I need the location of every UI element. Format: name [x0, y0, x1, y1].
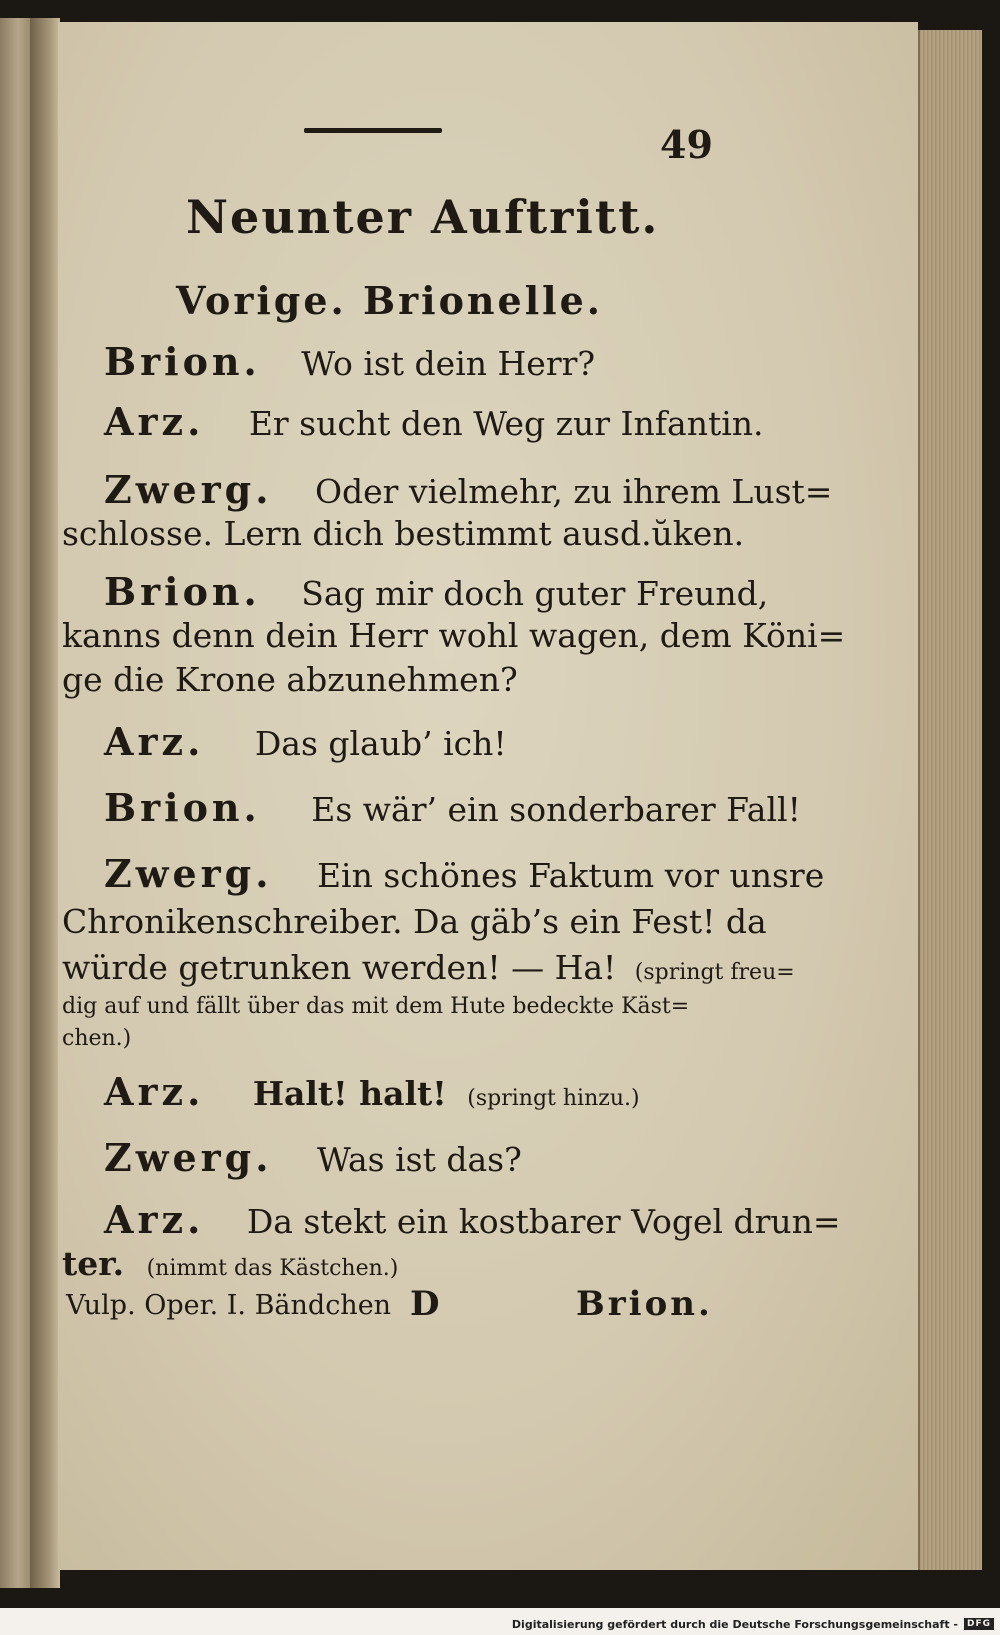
- speaker-name: Brion.: [104, 569, 261, 614]
- speech-line: Wo ist dein Herr?: [301, 344, 596, 383]
- speech-line: Oder vielmehr, zu ihrem Lust=: [314, 472, 833, 511]
- speech-line: Er sucht den Weg zur Infantin.: [248, 404, 764, 443]
- speech-line: kanns denn dein Herr wohl wagen, dem Köni=: [62, 616, 846, 655]
- digitization-footer: [512, 1614, 994, 1634]
- speaker-name: Arz.: [104, 399, 205, 444]
- speech-line: ter.: [62, 1244, 125, 1283]
- stage-direction: (springt hinzu.): [467, 1086, 640, 1111]
- speaker-name: Zwerg.: [104, 851, 273, 896]
- sheet-signature-mark: D: [410, 1284, 440, 1324]
- page-number: 49: [660, 122, 713, 167]
- speech-line: Das glaub’ ich!: [254, 724, 507, 763]
- stage-direction: dig auf und fällt über das mit dem Hute bedeckte Käst=: [62, 994, 690, 1019]
- speaker-name: Brion.: [104, 339, 261, 384]
- stage-direction: (nimmt das Kästchen.): [146, 1256, 399, 1281]
- cast-list: Vorige. Brionelle.: [176, 278, 604, 323]
- catchword: Brion.: [576, 1284, 713, 1324]
- speaker-name: Arz.: [104, 719, 205, 764]
- speech-line: schlosse. Lern dich bestimmt ausd.ŭken.: [62, 514, 745, 553]
- speech-line: Sag mir doch guter Freund,: [301, 574, 769, 613]
- speech-line: Ein schönes Faktum vor unsre: [316, 856, 825, 895]
- digitization-notice: Digitalisierung gefördert durch die Deutsche Forschungsgemeinschaft -: [511, 1617, 958, 1631]
- book-page: [58, 22, 918, 1570]
- speech-line: Was ist das?: [316, 1140, 522, 1179]
- page-fore-edge: [918, 30, 982, 1570]
- speech-line: würde getrunken werden! — Ha!: [62, 948, 617, 987]
- speech-line: ge die Krone abzunehmen?: [62, 660, 518, 699]
- book-gutter: [30, 18, 60, 1588]
- stage-direction: (springt freu=: [634, 960, 795, 985]
- header-rule: [304, 128, 442, 133]
- speaker-name: Zwerg.: [104, 1135, 273, 1180]
- speech-line: Chronikenschreiber. Da gäb’s ein Fest! da: [62, 902, 767, 941]
- dfg-logo: DFG: [964, 1618, 994, 1630]
- speech-line: Da stekt ein kostbarer Vogel drun=: [246, 1202, 841, 1241]
- speech-line: Halt! halt!: [252, 1074, 447, 1113]
- speaker-name: Zwerg.: [104, 467, 273, 512]
- left-page-edge: [0, 18, 30, 1588]
- speaker-name: Arz.: [104, 1197, 205, 1242]
- speech-line: Es wär’ ein sonderbarer Fall!: [311, 790, 801, 829]
- signature-line: Vulp. Oper. I. Bändchen: [66, 1290, 392, 1321]
- scene-title: Neunter Auftritt.: [186, 190, 660, 244]
- speaker-name: Arz.: [104, 1069, 205, 1114]
- speaker-name: Brion.: [104, 785, 261, 830]
- stage-direction: chen.): [62, 1026, 132, 1051]
